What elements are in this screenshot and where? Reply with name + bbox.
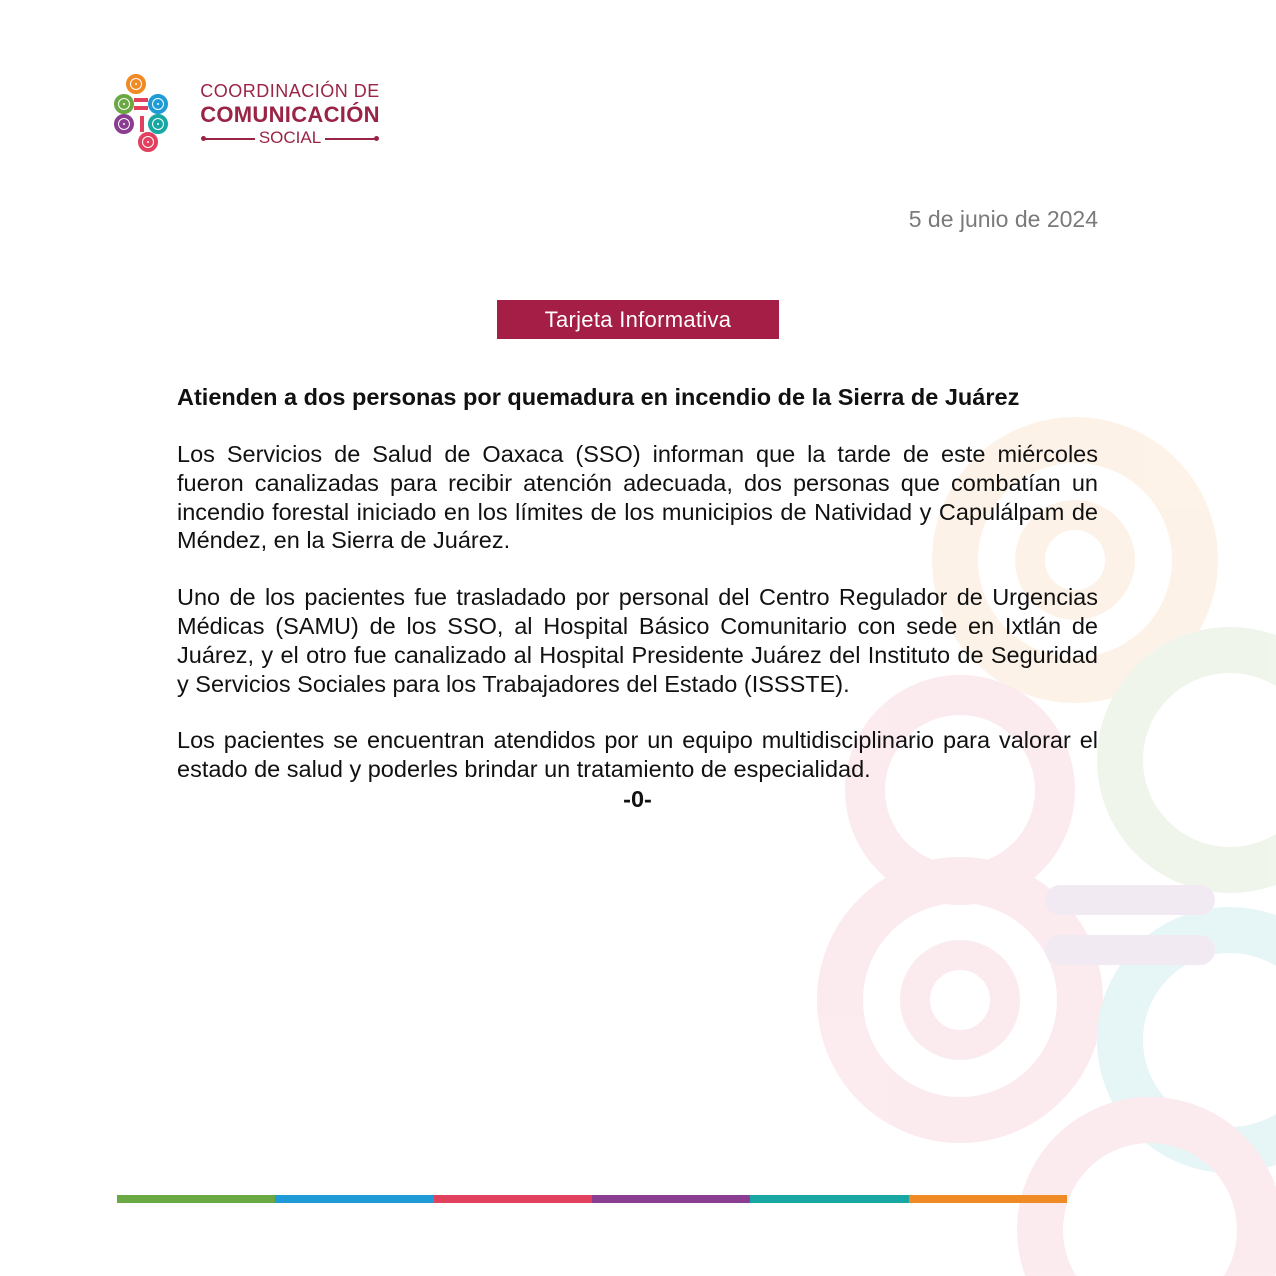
paragraph: Los Servicios de Salud de Oaxaca (SSO) informan que la tarde de este miércoles fueron canalizadas para recibir atención adecuada, dos personas que combatían un incendio forestal iniciado en los límites de los municipios de Natividad y Capulálpam de Méndez, en la Sierra de Juárez.: [177, 441, 1098, 554]
brand-rule-left: [203, 138, 255, 140]
brand-line-1: COORDINACIÓN DE: [200, 81, 380, 101]
document-date: 5 de junio de 2024: [908, 206, 1098, 232]
brand-logo: [112, 72, 412, 158]
footer-color-stripe: [117, 1195, 1067, 1203]
stripe-segment: [909, 1195, 1067, 1203]
stripe-segment: [592, 1195, 750, 1203]
brand-line-3: SOCIAL: [258, 128, 322, 147]
stripe-segment: [750, 1195, 908, 1203]
stripe-segment: [275, 1195, 433, 1203]
paragraph: Uno de los pacientes fue trasladado por personal del Centro Regulador de Urgencias Médicas (SAMU) de los SSO, al Hospital Básico Comunitario con sede en Ixtlán de Juárez, y el otro fue canalizado al Hospital Presidente Juárez del Instituto de Seguridad y Servicios Sociales para los Trabajadores del Estado (ISSSTE).: [177, 584, 1098, 697]
document-type-badge: Tarjeta Informativa: [497, 300, 779, 339]
paragraph: Los pacientes se encuentran atendidos por un equipo multidisciplinario para valorar el estado de salud y poderles brindar un tratamiento de especialidad.: [177, 727, 1098, 783]
stripe-segment: [117, 1195, 275, 1203]
document-body: [177, 382, 1098, 814]
end-mark: -0-: [623, 785, 652, 812]
interlocking-spirals-logo-icon: [112, 72, 178, 154]
brand-line-3-row: [184, 128, 396, 148]
brand-wordmark: [184, 80, 396, 148]
brand-line-2: COMUNICACIÓN: [200, 102, 380, 127]
headline: Atienden a dos personas por quemadura en incendio de la Sierra de Juárez: [177, 384, 1020, 410]
brand-rule-right: [325, 138, 377, 140]
stripe-segment: [434, 1195, 592, 1203]
